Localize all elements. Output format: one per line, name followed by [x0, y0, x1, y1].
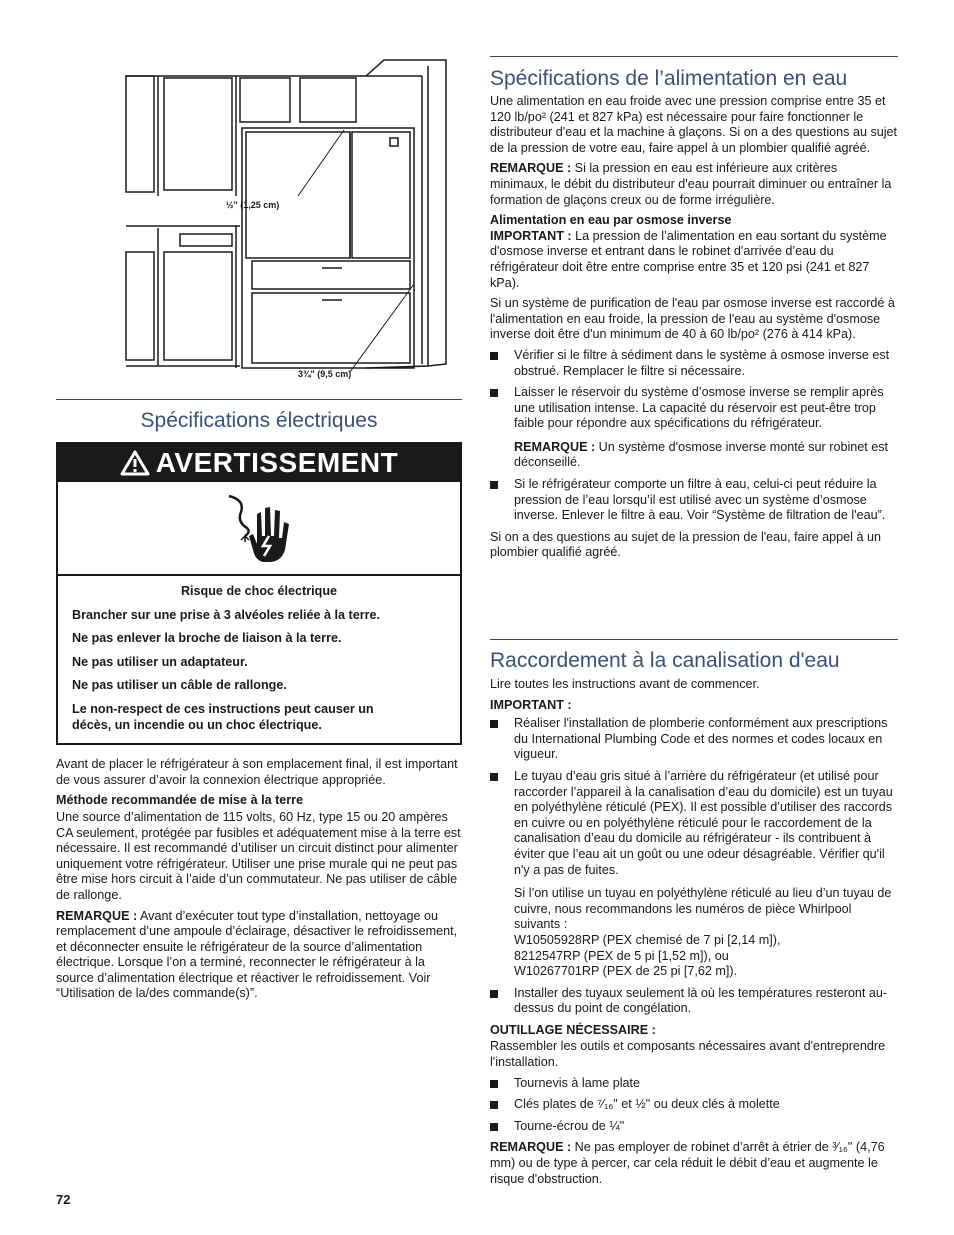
list-item: [490, 986, 898, 1017]
electrical-section: [56, 408, 462, 1007]
list-item: [490, 716, 898, 763]
tools-list: [490, 1076, 898, 1135]
water-supply-note: [490, 161, 898, 208]
pex-note-line: W10267701RP (PEX de 25 pi [7,62 m]).: [514, 964, 738, 979]
list-item-text: Tourne-écrou de ¼": [514, 1118, 625, 1133]
warning-box: [56, 442, 462, 745]
square-bullet-icon: [490, 720, 498, 728]
warning-line: Ne pas utiliser un adaptateur.: [72, 654, 248, 669]
list-item-text: Installer des tuyaux seulement là où les températures resteront au-dessus du point de congélation.: [514, 985, 888, 1016]
list-item-text: Si le réfrigérateur comporte un filtre à eau, celui-ci peut réduire la pression de l’eau lorsqu’il est utilisé avec un système d’osmose inverse. Enlever le filtre à eau. Voir “Système de filtration de l'eau”.: [514, 477, 886, 523]
note-label: REMARQUE :: [490, 161, 572, 176]
tools-title: OUTILLAGE NÉCESSAIRE :: [490, 1022, 656, 1037]
electrical-intro: Avant de placer le réfrigérateur à son emplacement final, il est important de vous assurer d’avoir la connexion électrique appropriée.: [56, 757, 458, 787]
connection-title: Raccordement à la canalisation d'eau: [490, 649, 840, 672]
list-item-text: Le tuyau d’eau gris situé à l’arrière du réfrigérateur (et utilisé pour raccorder l’appareil à la canalisation d’eau du domicile) est un tuyau en polyéthylène réticulé (PEX). Il est possible d’utiliser des raccords en cuivre ou en polyéthylène réticulé pour le raccordement de la canalisation d’eau du domicile au réfrigérateur - ils contribuent à éviter que l’eau ait un goût ou une odeur désagréable. Vérifier qu'il n'y a pas de fuites.: [514, 768, 893, 877]
reverse-osmosis-text: Si un système de purification de l'eau par osmose inverse est raccordé à l'alimentation en eau froide, la pression de l'eau au système d'osmose inverse doit être d'un minimum de 40 à 60 lb/po² (276 à 414 kPa).: [490, 296, 895, 342]
pex-note-line: W10505928RP (PEX chemisé de 7 pi [2,14 m]),: [514, 932, 781, 947]
important-label: IMPORTANT :: [490, 228, 572, 243]
electrical-shock-hand-icon: [223, 492, 295, 564]
list-item-text: Tournevis à lame plate: [514, 1075, 641, 1090]
reverse-osmosis-title: Alimentation en eau par osmose inverse: [490, 213, 732, 228]
list-item: [490, 769, 898, 980]
section-divider: [490, 56, 898, 57]
square-bullet-icon: [490, 481, 498, 489]
tools-intro: Rassembler les outils et composants nécessaires avant d'entreprendre l'installation.: [490, 1039, 886, 1070]
water-supply-title: Spécifications de l’alimentation en eau: [490, 67, 848, 90]
reverse-osmosis-important: [490, 229, 898, 291]
warning-line: Ne pas utiliser un câble de rallonge.: [72, 678, 287, 693]
dimension-three-quarter-inch-label: 3¾" (9,5 cm): [298, 369, 352, 379]
warning-triangle-icon: [120, 450, 150, 476]
warning-icon-row: [58, 482, 460, 576]
grounding-method-text: Une source d’alimentation de 115 volts, 60 Hz, type 15 ou 20 ampères CA seulement, protégée par fusibles et adéquatement mise à la terre est nécessaire. Il est recommandé d’utiliser un circuit distinct pour alimenter uniquement votre réfrigérateur. Utiliser une prise murale qui ne peut pas être mise hors circuit à l’aide d’un commutateur. Ne pas utiliser de câble de rallonge.: [56, 809, 461, 902]
list-item-text: Clés plates de ⁷⁄₁₆" et ½" ou deux clés à molette: [514, 1097, 780, 1112]
warning-line: Ne pas enlever la broche de liaison à la terre.: [72, 631, 342, 646]
pex-part-numbers: [514, 886, 898, 980]
list-item-text: Réaliser l'installation de plomberie conformément aux prescriptions du International Plumbing Code et des normes et codes locaux en vigueur.: [514, 716, 888, 762]
connection-important: [490, 698, 898, 714]
square-bullet-icon: [490, 1080, 498, 1088]
note-label: REMARQUE :: [56, 908, 138, 923]
connection-intro: Lire toutes les instructions avant de commencer.: [490, 677, 760, 691]
square-bullet-icon: [490, 773, 498, 781]
water-supply-intro: Une alimentation en eau froide avec une pression comprise entre 35 et 120 lb/po² (241 et 827 kPa) est nécessaire pour faire fonctionner le distributeur d'eau et la machine à glaçons. Si on a des questions au sujet de la pression de votre eau, faire appel à un plombier qualifié agréé.: [490, 94, 898, 155]
square-bullet-icon: [490, 352, 498, 360]
square-bullet-icon: [490, 1123, 498, 1131]
page-number: 72: [56, 1192, 71, 1207]
reverse-osmosis-list: [490, 348, 898, 524]
square-bullet-icon: [490, 1101, 498, 1109]
warning-line: Le non-respect de ces instructions peut causer un décès, un incendie ou un choc électrique.: [72, 701, 374, 732]
note-text: Ne pas employer de robinet d’arrêt à étrier de ³⁄₁₆" (4,76 mm) ou de type à percer, car cela réduit le débit d’eau et augmente le risque d'obstruction.: [490, 1140, 885, 1186]
important-label: IMPORTANT :: [490, 697, 572, 712]
section-divider: [56, 399, 462, 400]
electrical-note: [56, 909, 462, 1003]
section-divider: [490, 639, 898, 640]
list-item: [490, 385, 898, 471]
electrical-section-title: Spécifications électriques: [140, 409, 378, 432]
grounding-method-title: Méthode recommandée de mise à la terre: [56, 793, 304, 808]
refrigerator-installation-figure: [122, 56, 462, 386]
note-label: REMARQUE :: [514, 439, 596, 454]
square-bullet-icon: [490, 389, 498, 397]
note-text: Si la pression en eau est inférieure aux critères minimaux, le débit du distributeur d'eau pourrait diminuer ou entraîner la formation de glaçons creux ou de forme irrégulière.: [490, 161, 892, 207]
important-text: La pression de l’alimentation en eau sortant du système d'osmose inverse et entrant dans le robinet d'arrivée d’eau du réfrigérateur doit être entre comprise entre 35 et 120 psi (241 et 827 kPa).: [490, 228, 887, 290]
warning-title: AVERTISSEMENT: [155, 447, 399, 479]
list-item: [490, 348, 898, 379]
warning-header: [58, 444, 460, 482]
connection-note: [490, 1140, 898, 1187]
note-text: Avant d’exécuter tout type d’installation, nettoyage ou remplacement d’une ampoule d’éclairage, désactiver le refroidissement, et déconnecter ensuite le réfrigérateur de la source d’alimentation électrique. Lorsque l’on a terminé, reconnecter le réfrigérateur à la source d’alimentation électrique et réactiver le refroidissement. Voir “Utilisation de la/des commande(s)”.: [56, 908, 458, 1001]
list-item: [490, 1097, 898, 1113]
list-item: [490, 1076, 898, 1092]
connection-section: [490, 648, 898, 1192]
pex-note-line: 8212547RP (PEX de 5 pi [1,52 m]), ou: [514, 948, 729, 963]
list-item-text: Laisser le réservoir du système d’osmose inverse se remplir après une utilisation intense. La capacité du réservoir est peut-être trop faible pour répondre aux spécifications du réfrigérateur.: [514, 385, 884, 431]
warning-line: Risque de choc électrique: [180, 584, 338, 598]
warning-list: [58, 576, 460, 743]
warning-line: Brancher sur une prise à 3 alvéoles reliée à la terre.: [72, 607, 381, 622]
connection-list: [490, 716, 898, 1017]
list-item: [490, 1119, 898, 1135]
list-item-note: [514, 440, 898, 471]
note-text: Un système d'osmose inverse monté sur robinet est déconseillé.: [514, 439, 889, 470]
square-bullet-icon: [490, 990, 498, 998]
note-label: REMARQUE :: [490, 1140, 572, 1155]
dimension-half-inch-label: ½" (1,25 cm): [226, 200, 280, 210]
list-item-text: Vérifier si le filtre à sédiment dans le système à osmose inverse est obstrué. Remplacer le filtre si nécessaire.: [514, 347, 890, 378]
list-item: [490, 477, 898, 524]
pex-note-line: Si l’on utilise un tuyau en polyéthylène réticulé au lieu d’un tuyau de cuivre, nous recommandons les numéros de pièce Whirlpool suivants :: [514, 886, 892, 932]
water-supply-closing: Si on a des questions au sujet de la pression de l'eau, faire appel à un plombier qualifié agréé.: [490, 529, 881, 560]
water-supply-section: [490, 66, 898, 566]
